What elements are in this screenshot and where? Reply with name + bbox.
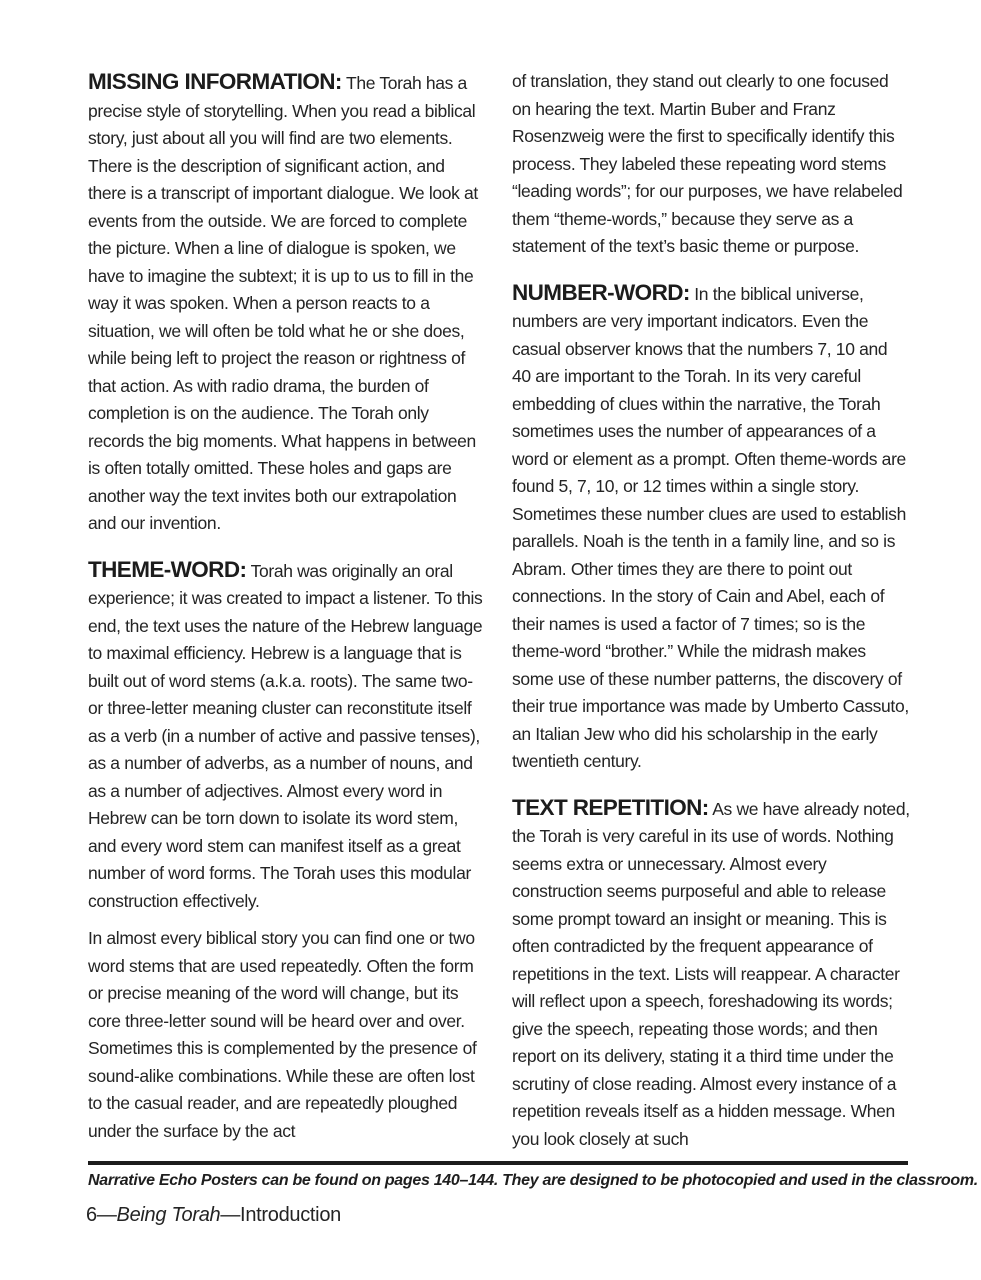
section-body2-theme-word: In almost every biblical story you can find one or two word stems that are used repeatedly. Often the form or precise meaning of the word will change, but its core three-letter sound will be heard over and over. Sometimes this is complemented by the presence of sound-alike combinations. While these are often lost to the casual reader, and are repeatedly ploughed under the surface by the act [88,928,477,1141]
section-heading-missing-information: MISSING INFORMATION: [88,69,342,94]
section-body-text-repetition: As we have already noted, the Torah is very careful in its use of words. Nothing seems extra or unnecessary. Almost every construction seems purposeful and able to release some prompt toward an insight or meaning. This is often contradicted by the frequent appearance of repetitions in the text. Lists will reappear. A character will reflect upon a speech, foreshadowing its words; give the speech, repeating those words; and then report on its delivery, stating it a third time under the scrutiny of close reading. Almost every instance of a repetition reveals itself as a hidden message. When you look closely at such [512,798,910,1149]
two-column-text [88,68,910,1163]
paragraph-theme-word-runover [512,68,910,261]
paragraph-theme-word [88,556,485,916]
section-body-number-word: In the biblical universe, numbers are very important indicators. Even the casual observer knows that the numbers 7, 10 and 40 are important to the Torah. In its very careful embedding of clues within the narrative, the Torah sometimes uses the number of appearances of a word or element as a prompt. Often theme-words are found 5, 7, 10, or 12 times within a single story. Sometimes these number clues are used to establish parallels. Noah is the tenth in a family line, and so is Abram. Other times they are there to point out connections. In the story of Cain and Abel, each of their names is used a factor of 7 times; so is the theme-word “brother.” While the midrash makes some use of these number patterns, the discovery of their true importance was made by Umberto Cassuto, an Italian Jew who did his scholarship in the early twentieth century. [512,283,909,771]
paragraph-theme-word-continued [88,925,485,1145]
footnote-text: Narrative Echo Posters can be found on pages 140–144. They are designed to be photocopied and used in the classroom. [88,1172,978,1189]
left-column [88,68,485,1163]
paragraph-text-repetition [512,794,910,1154]
column-continuation-text: of translation, they stand out clearly to one focused on hearing the text. Martin Buber and Franz Rosenzweig were the first to specifically identify this process. They labeled these repeating word stems “leading words”; for our purposes, we have relabeled them “theme-words,” because they serve as a statement of the text’s basic theme or purpose. [512,71,903,256]
footnote-divider-rule [88,1161,908,1165]
paragraph-number-word [512,279,910,776]
page-footer [86,1204,341,1227]
section-body-missing-information: The Torah has a precise style of storytelling. When you read a biblical story, just about all you will find are two elements. There is the description of significant action, and there is a transcript of important dialogue. We look at events from the outside. We are forced to complete the picture. When a line of dialogue is spoken, we have to imagine the subtext; it is up to us to fill in the way it was spoken. When a person reacts to a situation, we will often be told what he or she does, while being left to project the reason or rightness of that action. As with radio drama, the burden of completion is on the audience. The Torah only records the big moments. What happens in between is often totally omitted. These holes and gaps are another way the text invites both our extrapolation and our invention. [88,73,478,533]
page-number: 6— [86,1204,117,1226]
footer-section-label: —Introduction [220,1204,341,1226]
book-title: Being Torah [116,1204,221,1226]
paragraph-missing-information [88,68,485,538]
right-column [512,68,910,1163]
section-heading-number-word: NUMBER-WORD: [512,279,690,305]
section-body-theme-word: Torah was originally an oral experience; it was created to impact a listener. To this end, the text uses the nature of the Hebrew language to maximal efficiency. Hebrew is a language that is built out of word stems (a.k.a. roots). The same two- or three-letter meaning cluster can reconstitute itself as a verb (in a number of active and passive tenses), as a number of adverbs, as a number of nouns, and as a number of adjectives. Almost every word in Hebrew can be torn down to isolate its word stem, and every word stem can manifest itself as a great number of word forms. The Torah uses this modular construction effectively. [88,560,483,911]
section-heading-text-repetition: TEXT REPETITION: [512,794,709,820]
section-heading-theme-word: THEME-WORD: [88,556,247,582]
